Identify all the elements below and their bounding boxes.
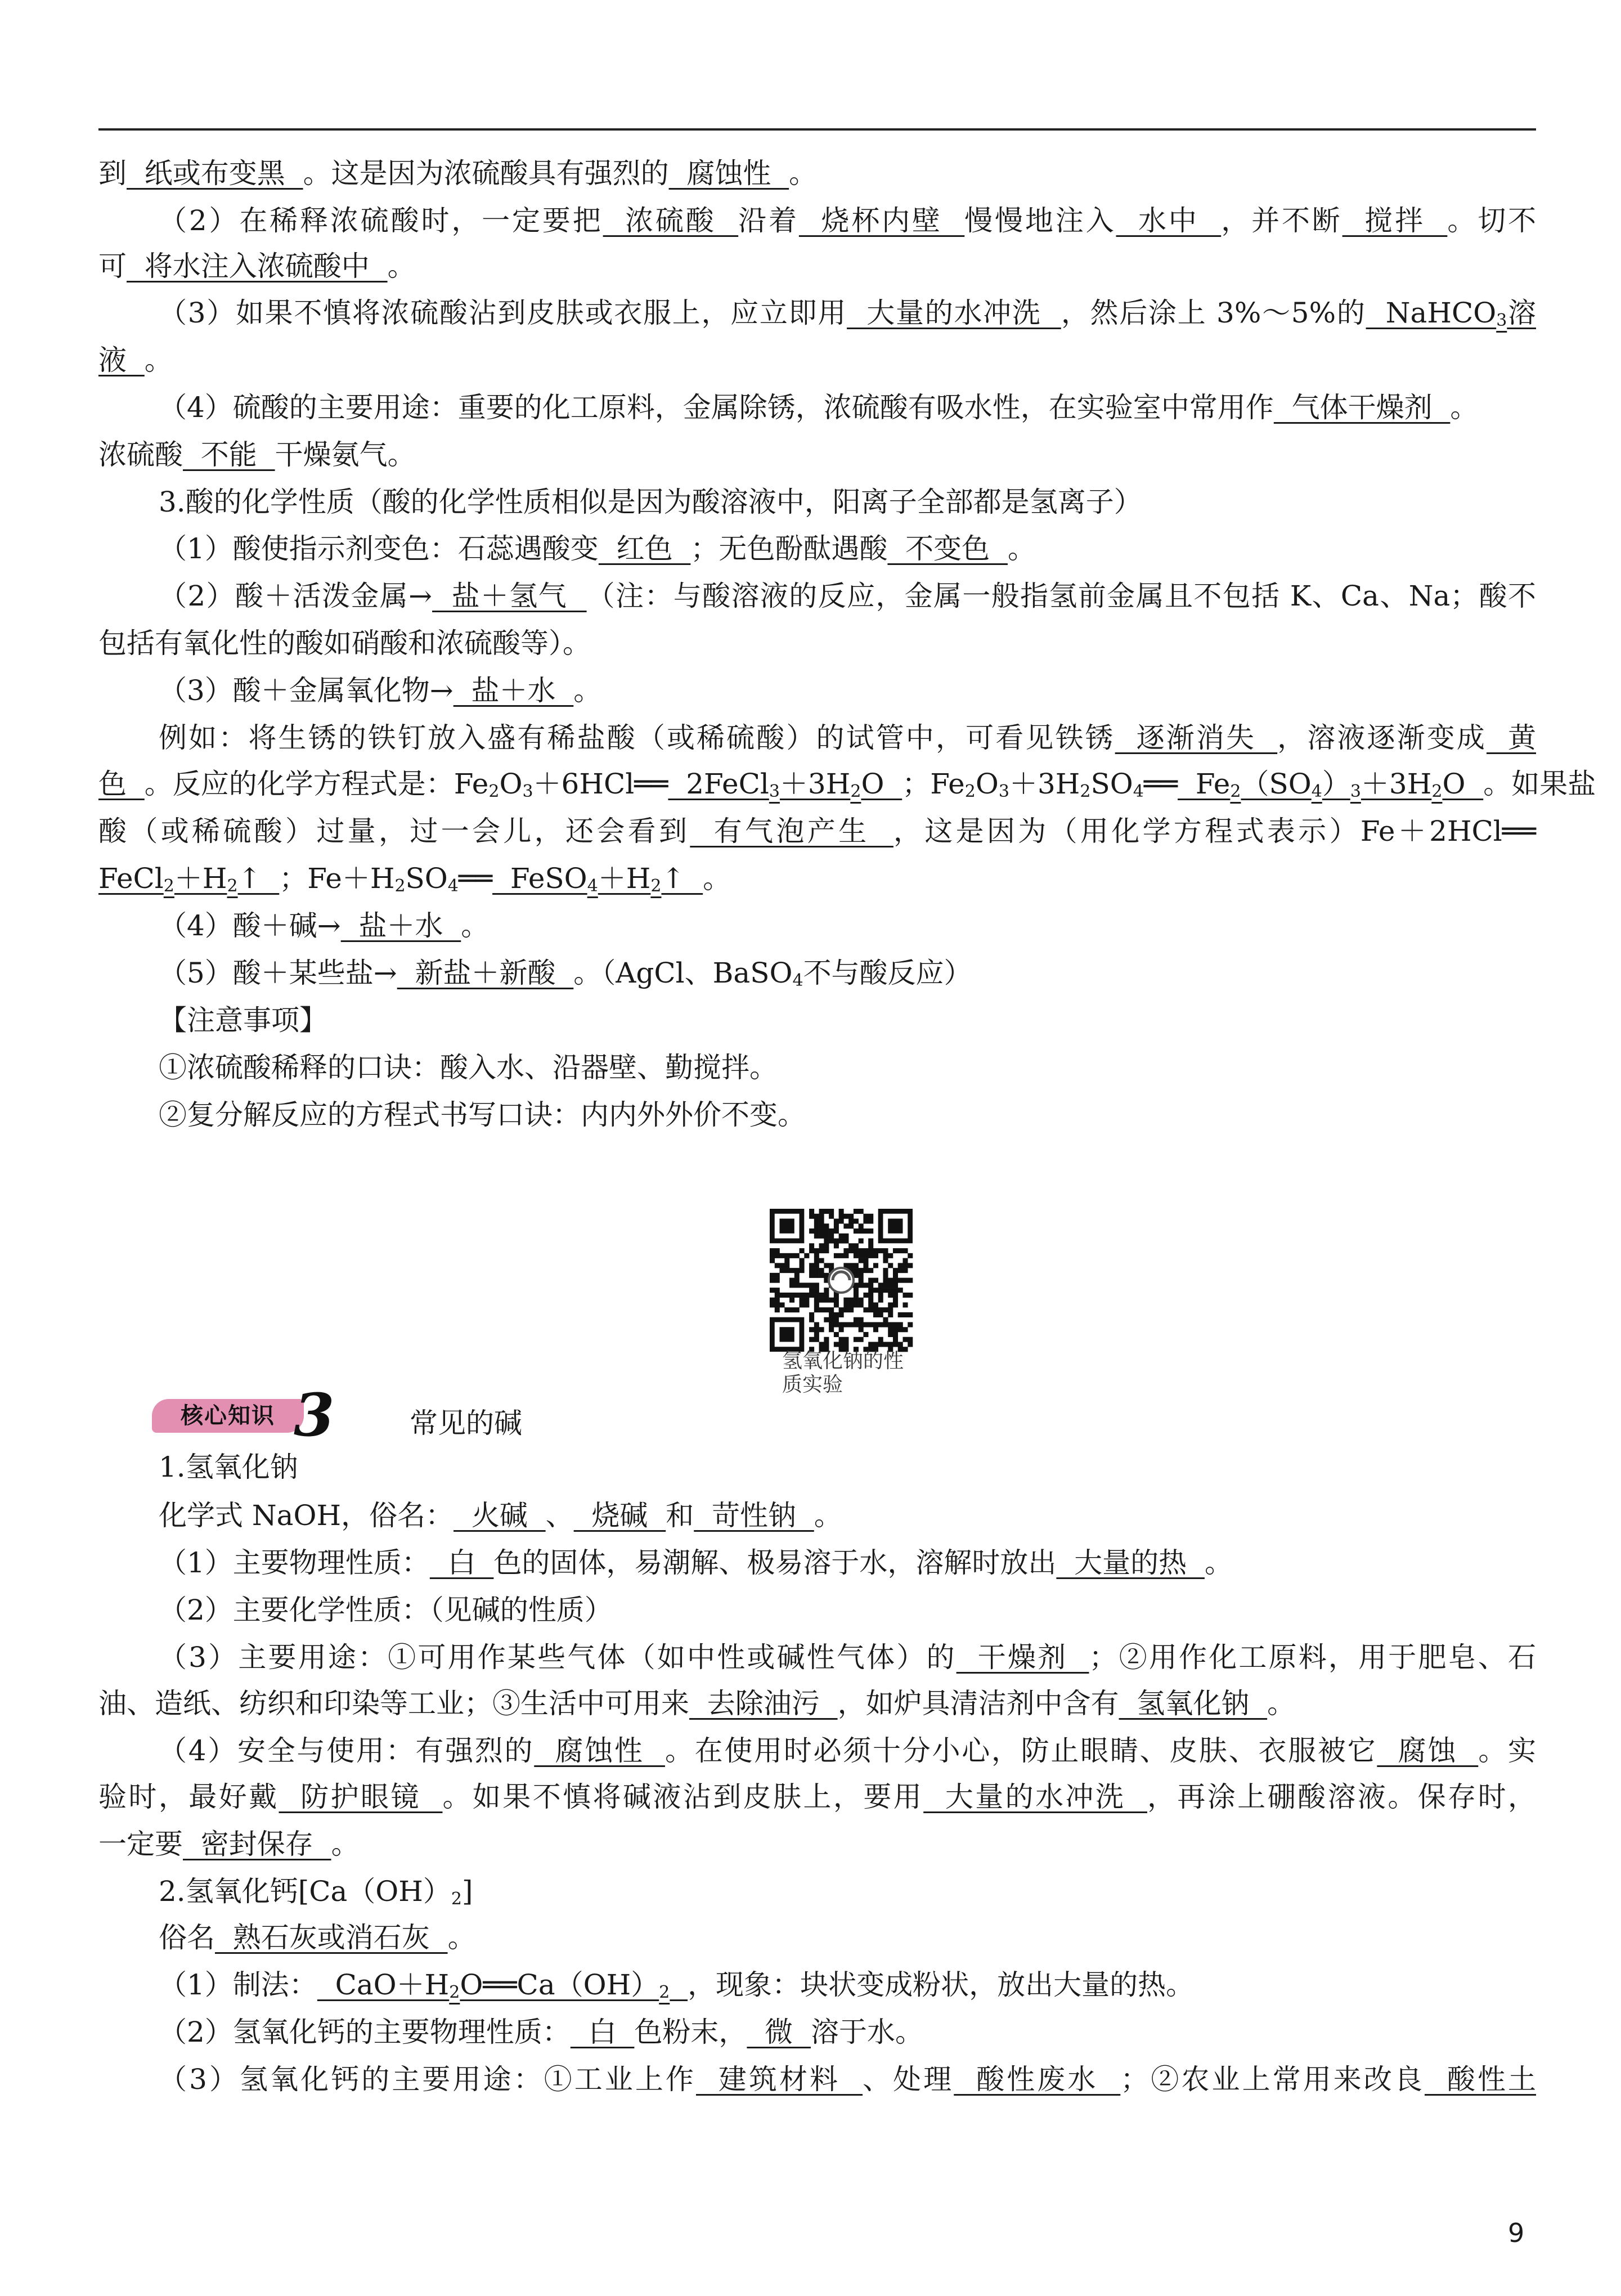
text-segment: 。实: [1478, 1734, 1537, 1767]
text-line: [159, 572, 1536, 620]
text-segment: 。: [1007, 532, 1036, 565]
text-segment: 2.氢氧化钙[Ca（OH）: [159, 1875, 451, 1908]
answer-blank: 2: [163, 876, 174, 896]
text-segment: （4）酸＋碱→: [159, 909, 341, 942]
text-line: [159, 1867, 1536, 1916]
text-segment: 不与酸反应）: [803, 957, 972, 989]
text-segment: 2: [964, 782, 976, 801]
text-segment: 4: [792, 971, 803, 990]
answer-blank: 白: [570, 2016, 635, 2048]
answer-blank: 酸性土: [1424, 2063, 1537, 2096]
text-segment: 浓硫酸: [98, 438, 183, 471]
answer-blank: 氢氧化钠: [1119, 1687, 1268, 1720]
text-line: [159, 949, 1536, 997]
text-segment: 。（AgCl、BaSO: [573, 957, 793, 989]
text-segment: 到: [98, 157, 127, 190]
text-line: [159, 2055, 1536, 2104]
text-line: [159, 383, 1536, 432]
text-line: [159, 1586, 1536, 1634]
text-segment: 4: [1133, 782, 1144, 801]
answer-blank: 3: [1496, 311, 1507, 330]
answer-blank: ＋3H: [779, 768, 851, 800]
answer-blank: NaHCO: [1366, 297, 1497, 329]
answer-blank: 烧杯内壁: [798, 204, 965, 237]
answer-blank: 红色: [598, 532, 691, 565]
answer-blank: 3: [769, 782, 780, 801]
text-segment: 。: [1267, 1687, 1296, 1720]
text-line: [159, 1539, 1536, 1587]
text-line: [159, 666, 1536, 715]
text-segment: 一定要: [98, 1828, 183, 1860]
text-segment: （3）氢氧化钙的主要用途：①工业上作: [159, 2063, 696, 2096]
text-segment: 2: [488, 782, 500, 801]
text-segment: ①浓硫酸稀释的口诀：酸入水、沿器壁、勤搅拌。: [159, 1051, 778, 1084]
answer-blank: 溶: [1507, 297, 1537, 329]
text-line: [98, 242, 1536, 290]
text-segment: ，现象：块状变成粉状，放出大量的热。: [688, 1968, 1195, 2001]
text-line: [159, 2008, 1536, 2056]
text-segment: ；Fe＋H: [279, 862, 395, 895]
text-segment: 色粉末，: [634, 2016, 747, 2048]
text-line: [159, 196, 1536, 245]
answer-blank: 搅拌: [1342, 204, 1448, 237]
answer-blank: ）: [1322, 768, 1350, 800]
text-segment: 、: [545, 1499, 574, 1532]
text-segment: 。: [703, 862, 731, 895]
section-title: 常见的碱: [410, 1407, 522, 1440]
text-segment: ＋3H: [1009, 768, 1080, 800]
text-segment: SO: [1090, 768, 1133, 800]
answer-blank: 2: [227, 876, 238, 896]
answer-blank: ↑: [237, 862, 280, 895]
text-segment: 可: [98, 250, 127, 282]
answer-blank: O: [1442, 768, 1484, 800]
text-segment: （3）主要用途：①可用作某些气体（如中性或碱性气体）的: [159, 1641, 957, 1674]
answer-blank: 盐＋氢气: [432, 580, 587, 612]
answer-blank: 2: [1230, 782, 1241, 801]
section-header: [152, 1380, 771, 1450]
answer-blank: 腐蚀: [1377, 1734, 1479, 1767]
answer-blank: 3: [1350, 782, 1361, 801]
answer-blank: 气体干燥剂: [1273, 391, 1451, 424]
answer-blank: 大量的水冲洗: [847, 297, 1061, 329]
text-segment: ══: [1143, 768, 1178, 800]
text-line: [98, 1773, 1536, 1821]
text-line: [159, 714, 1536, 762]
text-segment: （1）主要物理性质：: [159, 1546, 430, 1579]
answer-blank: Fe: [1178, 768, 1231, 800]
answer-blank: 密封保存: [183, 1828, 331, 1860]
answer-blank: 盐＋水: [453, 674, 574, 707]
answer-blank: 盐＋水: [340, 909, 461, 942]
text-segment: 干燥氨气。: [275, 438, 416, 471]
text-segment: ，如炉具清洁剂中含有: [837, 1687, 1119, 1720]
text-segment: （1）制法：: [159, 1968, 317, 2001]
text-segment: （5）酸＋某些盐→: [159, 957, 397, 989]
answer-blank: 不变色: [887, 532, 1008, 565]
answer-blank: 将水注入浓硫酸中: [127, 250, 388, 282]
answer-blank: 火碱: [453, 1499, 546, 1532]
text-segment: 化学式 NaOH，俗名：: [159, 1499, 454, 1532]
answer-blank: 防护眼镜: [279, 1781, 443, 1813]
answer-blank: O: [861, 768, 902, 800]
answer-blank: 纸或布变黑: [127, 157, 303, 190]
text-segment: 3: [522, 782, 533, 801]
answer-blank: ↑: [661, 862, 703, 895]
text-segment: 俗名: [159, 1921, 215, 1954]
text-segment: 。这是因为浓硫酸具有强烈的: [303, 157, 669, 190]
text-line: [159, 1633, 1536, 1681]
answer-blank: ＋H: [174, 862, 227, 895]
text-segment: ，并不断: [1221, 204, 1342, 237]
answer-blank: 2: [449, 1983, 460, 2002]
text-segment: 1.氢氧化钠: [159, 1451, 298, 1483]
text-segment: 。反应的化学方程式是：Fe: [144, 768, 489, 800]
text-segment: ，然后涂上 3%～5%的: [1061, 297, 1366, 329]
answer-blank: 色: [98, 768, 145, 800]
text-segment: 色的固体，易潮解、极易溶于水，溶解时放出: [493, 1546, 1057, 1579]
text-segment: 。: [447, 1921, 476, 1954]
text-line: [159, 1443, 1536, 1491]
text-segment: 溶于水。: [810, 2016, 923, 2048]
text-segment: 油、造纸、纺织和印染等工业；③生活中可用来: [98, 1687, 689, 1720]
text-line: [159, 996, 1536, 1044]
answer-blank: 2: [850, 782, 861, 801]
section-number: 3: [294, 1380, 335, 1450]
answer-blank: 腐蚀性: [534, 1734, 665, 1767]
text-segment: 、处理: [863, 2063, 954, 2096]
header-rule: [98, 128, 1536, 131]
answer-blank: （SO: [1241, 768, 1312, 800]
answer-blank: 大量的热: [1056, 1546, 1205, 1579]
answer-blank: 建筑材料: [695, 2063, 863, 2096]
text-segment: 。: [1204, 1546, 1233, 1579]
text-segment: ，再涂上硼酸溶液。保存时，: [1147, 1781, 1537, 1813]
text-segment: （注：与酸溶液的反应，金属一般指氢前金属且不包括 K、Ca、Na；酸不: [586, 580, 1536, 612]
text-line: [98, 149, 1536, 198]
answer-blank: 苛性钠: [694, 1499, 814, 1532]
answer-blank: [670, 1968, 688, 2001]
answer-blank: 熟石灰或消石灰: [215, 1921, 448, 1954]
text-segment: 慢慢地注入: [964, 204, 1116, 237]
text-segment: 2: [451, 1889, 462, 1909]
text-line: [159, 1043, 1536, 1092]
text-segment: 包括有氧化性的酸如硝酸和浓硫酸等）。: [98, 627, 591, 660]
answer-blank: 新盐＋新酸: [397, 957, 574, 989]
answer-blank: 去除油污: [689, 1687, 838, 1720]
text-segment: 3: [998, 782, 1009, 801]
text-segment: 。: [331, 1828, 360, 1860]
answer-blank: 酸性废水: [954, 2063, 1121, 2096]
answer-blank: ＋3H: [1360, 768, 1432, 800]
text-segment: 2: [394, 876, 406, 896]
text-segment: ，这是因为（用化学方程式表示）Fe＋2HCl══: [893, 815, 1537, 847]
text-segment: ══: [458, 862, 493, 895]
text-segment: 。: [387, 250, 416, 282]
text-line: [98, 336, 1536, 384]
answer-blank: 4: [587, 876, 598, 896]
text-line: [98, 430, 1536, 479]
text-segment: 2: [1080, 782, 1091, 801]
text-segment: 。如果盐: [1483, 768, 1596, 800]
text-line: [159, 524, 1536, 573]
text-segment: O: [975, 768, 999, 800]
text-segment: 。: [573, 674, 602, 707]
answer-blank: 逐渐消失: [1115, 721, 1278, 754]
answer-blank: O══Ca（OH）: [460, 1968, 659, 2001]
answer-blank: 2: [650, 876, 662, 896]
answer-blank: 2: [659, 1983, 670, 2002]
text-line: [98, 760, 1596, 808]
answer-blank: 水中: [1116, 204, 1222, 237]
text-segment: （2）酸＋活泼金属→: [159, 580, 433, 612]
answer-blank: 微: [747, 2016, 811, 2048]
text-segment: 【注意事项】: [159, 1004, 327, 1037]
text-line: [159, 1913, 1536, 1962]
text-segment: 。如果不慎将碱液沾到皮肤上，要用: [442, 1781, 924, 1813]
text-segment: 沿着: [738, 204, 799, 237]
text-segment: SO: [405, 862, 448, 895]
answer-blank: 黄: [1486, 721, 1537, 754]
text-segment: （2）氢氧化钙的主要物理性质：: [159, 2016, 571, 2048]
text-segment: 。在使用时必须十分小心，防止眼睛、皮肤、衣服被它: [664, 1734, 1377, 1767]
text-segment: ＋6HCl══: [533, 768, 668, 800]
text-segment: O: [499, 768, 523, 800]
answer-blank: CaO＋H: [317, 1968, 450, 2001]
text-segment: （3）酸＋金属氧化物→: [159, 674, 453, 707]
answer-blank: 4: [1311, 782, 1322, 801]
text-segment: 。: [789, 157, 818, 190]
section-badge: 核心知识: [152, 1399, 304, 1433]
answer-blank: 白: [429, 1546, 494, 1579]
text-segment: 验时，最好戴: [98, 1781, 279, 1813]
text-segment: ]: [461, 1875, 473, 1908]
text-segment: （2）主要化学性质：（见碱的性质）: [159, 1594, 613, 1626]
qr-caption: 氢氧化钠的性质实验: [782, 1349, 904, 1396]
text-line: [159, 1727, 1536, 1775]
text-line: [98, 1679, 1536, 1728]
text-segment: 。: [814, 1499, 842, 1532]
text-segment: （4）安全与使用：有强烈的: [159, 1734, 535, 1767]
text-segment: ；②用作化工原料，用于肥皂、石: [1089, 1641, 1537, 1674]
text-segment: 。: [144, 344, 173, 376]
text-segment: （3）如果不慎将浓硫酸沾到皮肤或衣服上，应立即用: [159, 297, 847, 329]
text-segment: 酸（或稀硫酸）过量，过一会儿，还会看到: [98, 815, 690, 847]
answer-blank: 2: [1431, 782, 1443, 801]
answer-blank: 浓硫酸: [603, 204, 739, 237]
answer-blank: 有气泡产生: [690, 815, 893, 847]
text-line: [98, 619, 1536, 667]
text-line: [159, 1491, 1536, 1540]
text-line: [98, 807, 1536, 855]
text-segment: （2）在稀释浓硫酸时，一定要把: [159, 204, 603, 237]
qr-code[interactable]: [770, 1209, 913, 1352]
answer-blank: 2FeCl: [668, 768, 769, 800]
text-line: [98, 1820, 1536, 1868]
text-segment: 3.酸的化学性质（酸的化学性质相似是因为酸溶液中，阳离子全部都是氢离子）: [159, 486, 1142, 518]
answer-blank: 腐蚀性: [668, 157, 789, 190]
answer-blank: 不能: [183, 438, 275, 471]
answer-blank: 烧碱: [573, 1499, 666, 1532]
text-segment: ②复分解反应的方程式书写口诀：内内外外价不变。: [159, 1098, 806, 1131]
answer-blank: ＋H: [598, 862, 651, 895]
text-segment: （1）酸使指示剂变色：石蕊遇酸变: [159, 532, 599, 565]
text-segment: ；无色酚酞遇酸: [690, 532, 888, 565]
text-segment: ；Fe: [902, 768, 965, 800]
text-line: [159, 1091, 1536, 1139]
text-line: [98, 854, 1536, 903]
text-segment: ；②农业上常用来改良: [1120, 2063, 1425, 2096]
text-segment: ，溶液逐渐变成: [1277, 721, 1487, 754]
text-line: [159, 1961, 1536, 2009]
answer-blank: 液: [98, 344, 145, 376]
qr-code-icon: [770, 1209, 913, 1352]
text-segment: 。: [461, 909, 490, 942]
answer-blank: 干燥剂: [956, 1641, 1089, 1674]
text-line: [159, 289, 1536, 337]
text-line: [159, 902, 1536, 950]
text-segment: （4）硫酸的主要用途：重要的化工原料，金属除锈，浓硫酸有吸水性，在实验室中常用作: [159, 391, 1274, 424]
answer-blank: 大量的水冲洗: [923, 1781, 1147, 1813]
text-segment: 。: [1450, 391, 1479, 424]
answer-blank: FeCl: [98, 862, 164, 895]
answer-blank: FeSO: [492, 862, 587, 895]
text-segment: 和: [666, 1499, 694, 1532]
text-line: [159, 478, 1536, 526]
page-number: 9: [1508, 2218, 1525, 2248]
text-segment: 。切不: [1447, 204, 1537, 237]
text-segment: 4: [447, 876, 459, 896]
text-segment: 例如：将生锈的铁钉放入盛有稀盐酸（或稀硫酸）的试管中，可看见铁锈: [159, 721, 1115, 754]
